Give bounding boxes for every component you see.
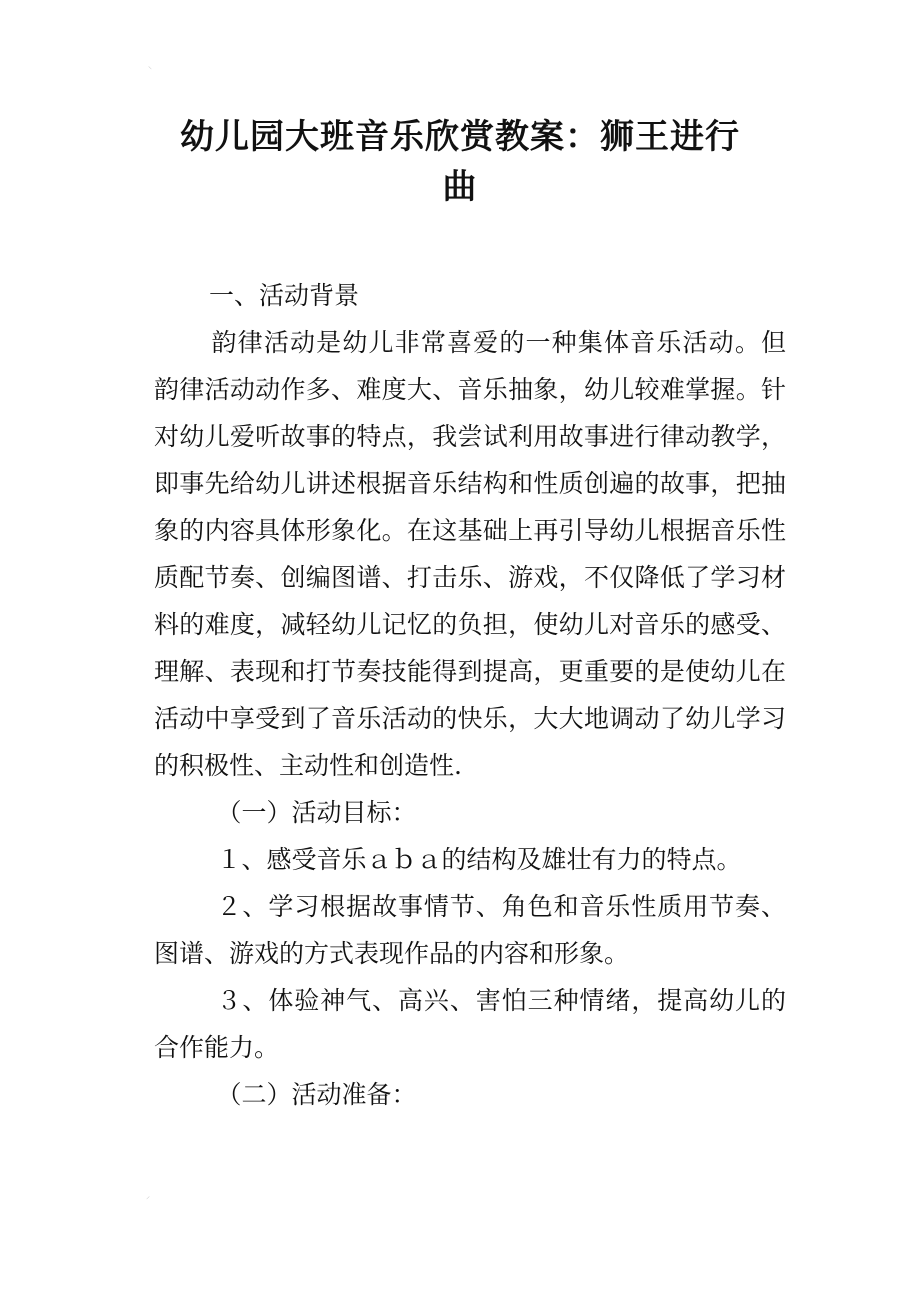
goal-item-1: １、感受音乐ａｂａ的结构及雄壮有力的特点。 (216, 845, 742, 874)
crop-mark-top: ⸌ (148, 65, 152, 74)
goal-item-2: ２、学习根据故事情节、角色和音乐性质用节奏、图谱、游戏的方式表现作品的内容和形象。 (154, 892, 786, 968)
document-body (154, 272, 786, 1118)
section-heading-background: 一、活动背景 (209, 281, 360, 310)
goal-item-3: ３、体验神气、高兴、害怕三种情绪，提高幼儿的合作能力。 (154, 986, 786, 1062)
section-heading-preparation: （二）活动准备： (216, 1080, 417, 1109)
crop-mark-bottom: ⸍ (146, 1195, 150, 1204)
title-line-2: 曲 (442, 167, 478, 207)
background-paragraph: 韵律活动是幼儿非常喜爱的一种集体音乐活动。但韵律活动动作多、难度大、音乐抽象，幼儿较难掌握。针对幼儿爱听故事的特点，我尝试利用故事进行律动教学，即事先给幼儿讲述根据音乐结构和性质创遍的故事，把抽象的内容具体形象化。在这基础上再引导幼儿根据音乐性质配节奏、创编图谱、打击乐、游戏，不仅降低了学习材料的难度，减轻幼儿记忆的负担，使幼儿对音乐的感受、理解、表现和打节奏技能得到提高，更重要的是使幼儿在活动中享受到了音乐活动的快乐，大大地调动了幼儿学习的积极性、主动性和创造性. (154, 328, 786, 780)
document-title (140, 112, 780, 212)
section-heading-goals: （一）活动目标： (216, 798, 417, 827)
title-line-1: 幼儿园大班音乐欣赏教案：狮王进行 (180, 117, 740, 157)
